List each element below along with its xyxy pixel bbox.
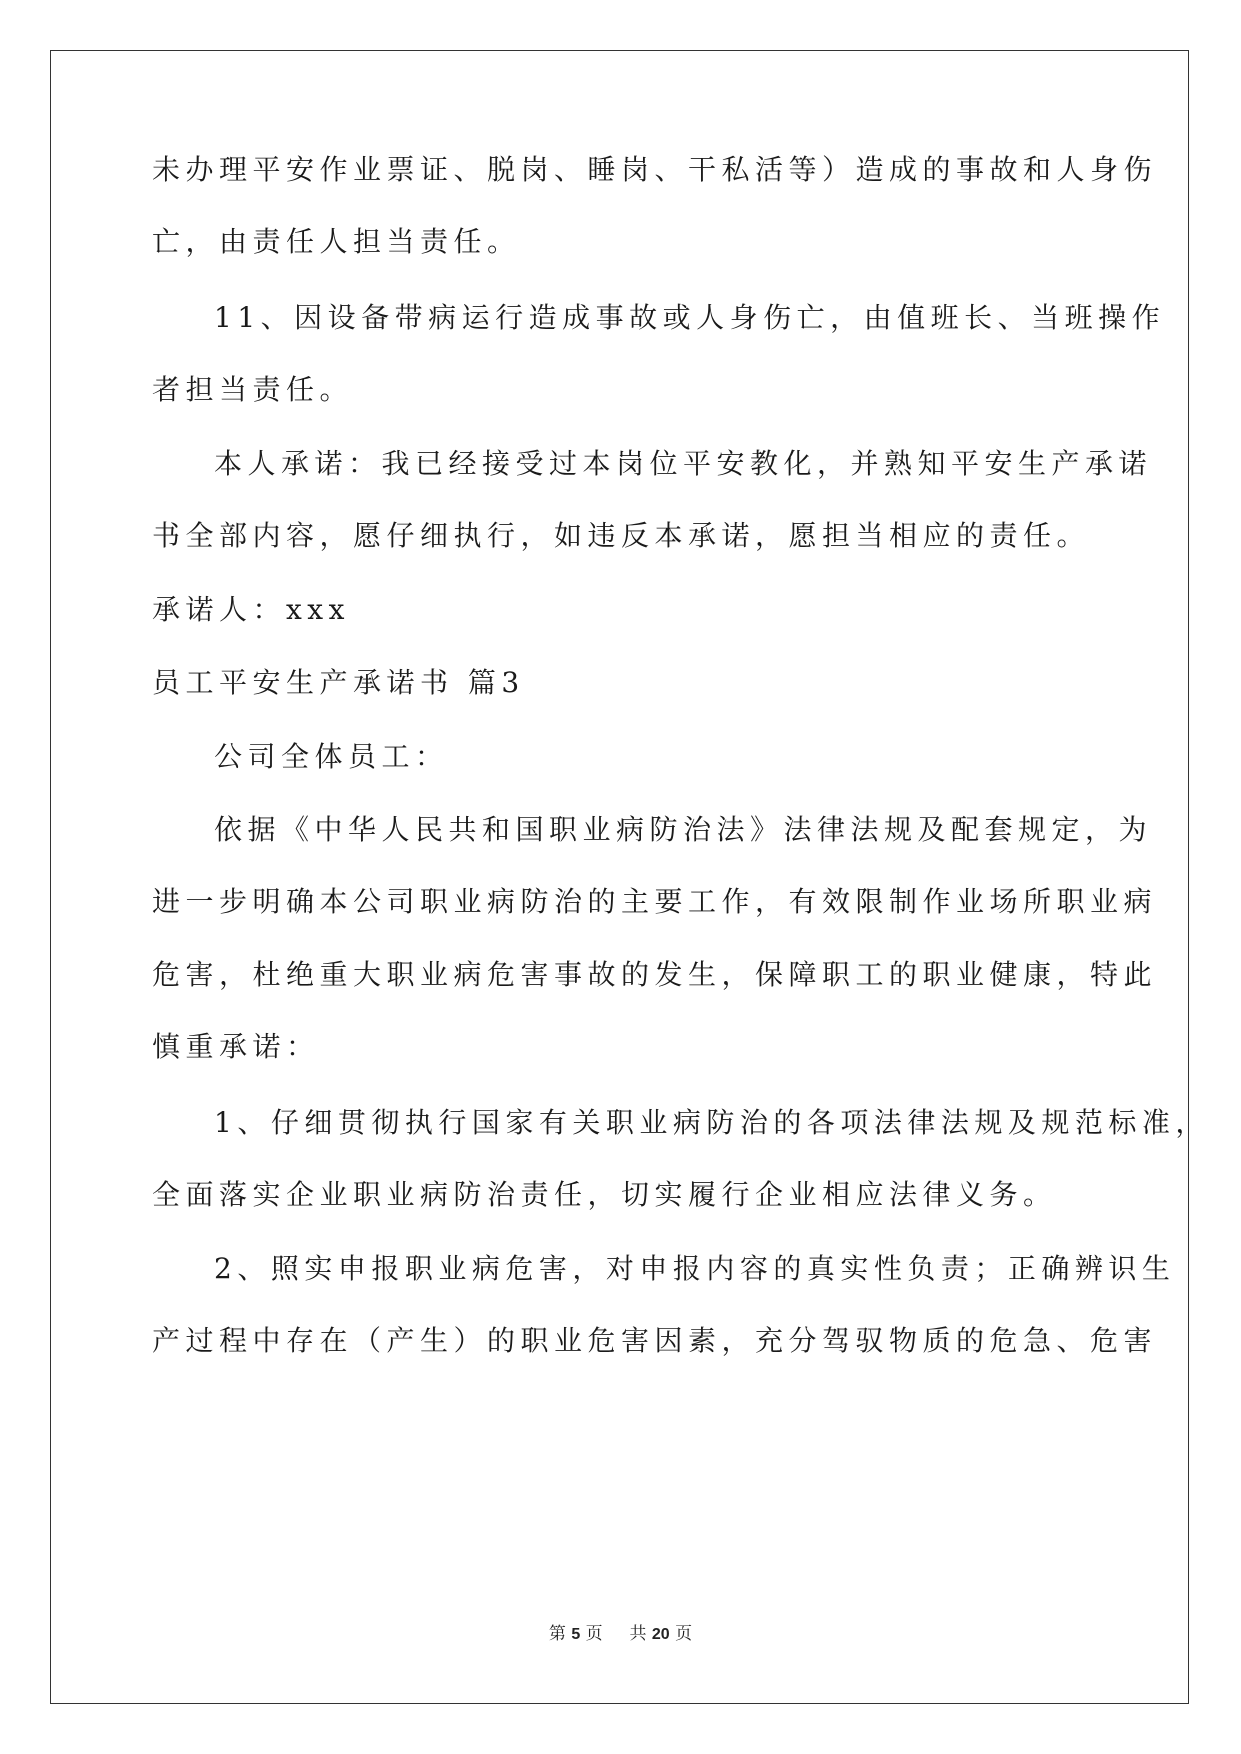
body-text-line: 依据《中华人民共和国职业病防治法》法律法规及配套规定，为: [214, 813, 1153, 846]
body-text-line: 本人承诺：我已经接受过本岗位平安教化，并熟知平安生产承诺: [214, 447, 1153, 480]
body-text-line: 者担当责任。: [152, 373, 354, 406]
body-text-line: 慎重承诺：: [152, 1030, 320, 1063]
body-text-line: 未办理平安作业票证、脱岗、睡岗、干私活等）造成的事故和人身伤: [152, 153, 1158, 186]
body-text-line: 全面落实企业职业病防治责任，切实履行企业相应法律义务。: [152, 1178, 1057, 1211]
footer-page-prefix: 第: [548, 1624, 566, 1644]
footer-page-number: 5: [571, 1626, 581, 1643]
page-footer: [0, 1622, 1241, 1647]
footer-page-suffix: 页: [585, 1624, 603, 1644]
body-text-line: 亡，由责任人担当责任。: [152, 225, 521, 258]
body-text-line: 2、照实申报职业病危害，对申报内容的真实性负责；正确辨识生: [214, 1252, 1176, 1285]
footer-total-pages: 20: [651, 1626, 670, 1643]
footer-total-prefix: 共: [629, 1624, 647, 1644]
body-text-line: 产过程中存在（产生）的职业危害因素，充分驾驭物质的危急、危害: [152, 1324, 1158, 1357]
body-text-line: 11、因设备带病运行造成事故或人身伤亡，由值班长、当班操作: [214, 301, 1166, 334]
signatory-line: 承诺人：xxx: [152, 593, 350, 626]
footer-total-suffix: 页: [675, 1624, 693, 1644]
body-text-line: 危害，杜绝重大职业病危害事故的发生，保障职工的职业健康，特此: [152, 958, 1158, 991]
body-text-line: 书全部内容，愿仔细执行，如违反本承诺，愿担当相应的责任。: [152, 519, 1091, 552]
salutation-line: 公司全体员工：: [214, 740, 449, 773]
body-text-line: 1、仔细贯彻执行国家有关职业病防治的各项法律法规及规范标准，: [214, 1106, 1209, 1139]
body-text-line: 进一步明确本公司职业病防治的主要工作，有效限制作业场所职业病: [152, 885, 1158, 918]
section-heading: 员工平安生产承诺书 篇3: [152, 666, 525, 699]
